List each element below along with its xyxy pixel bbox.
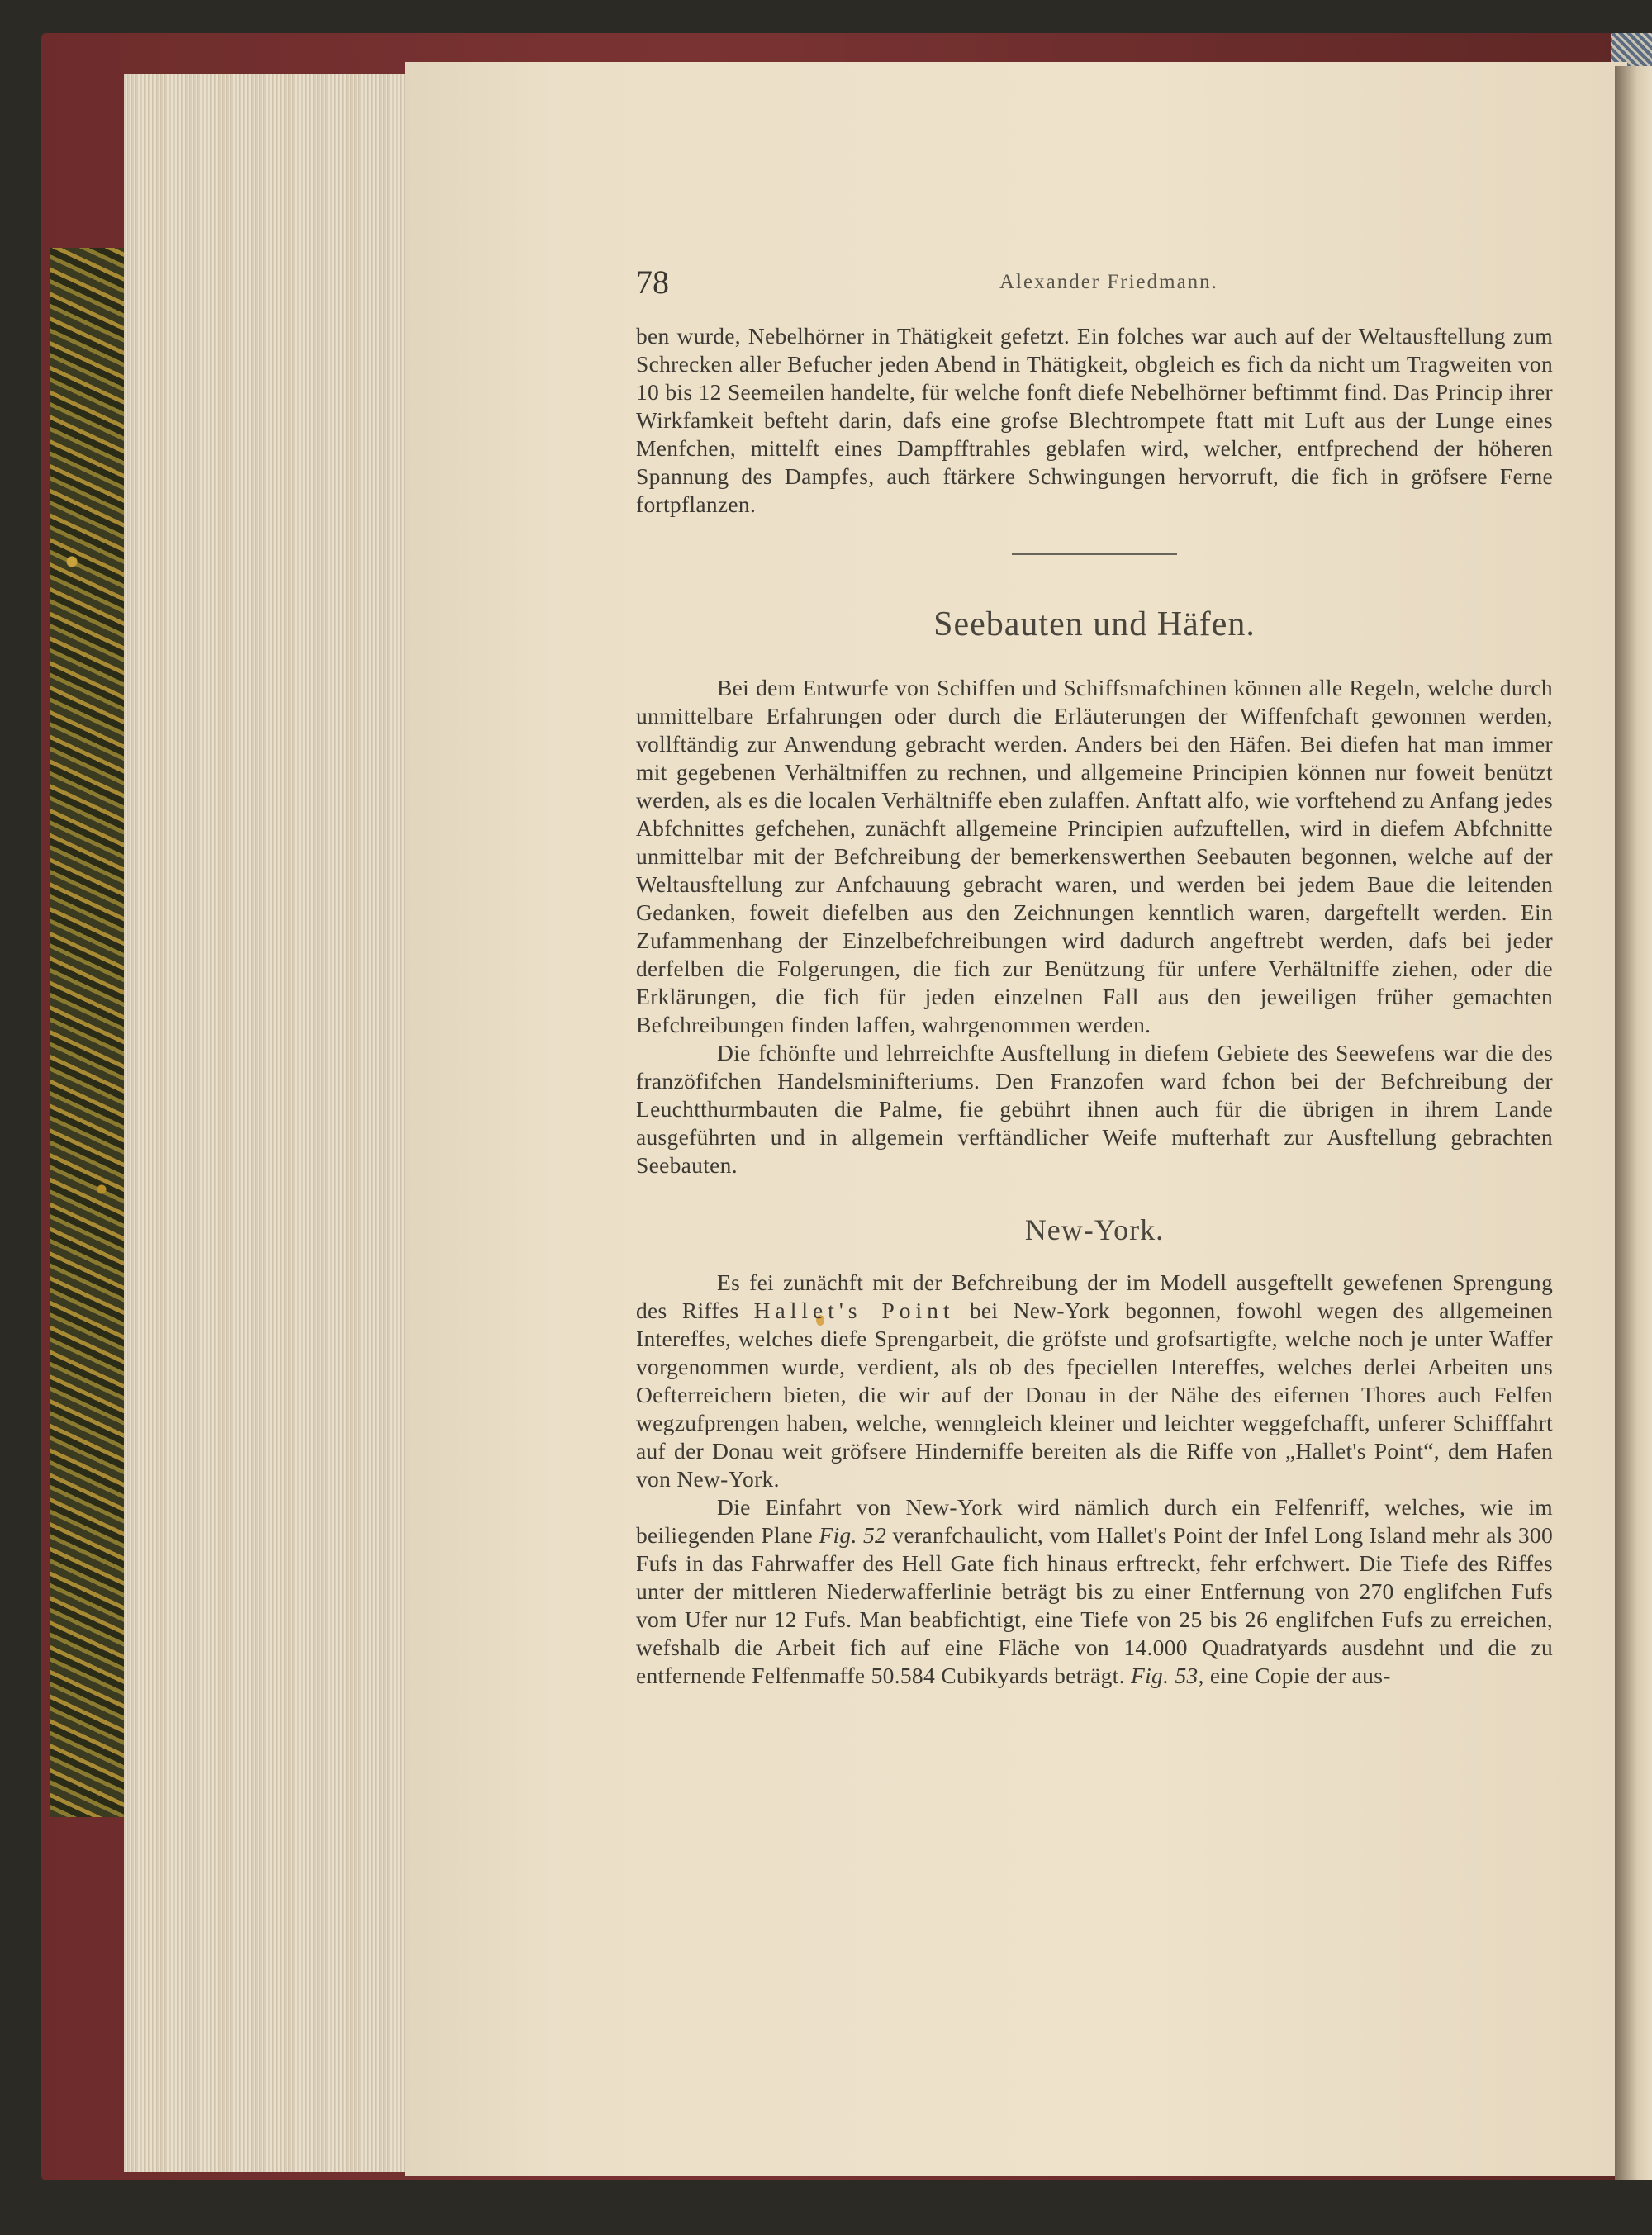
section-divider xyxy=(1012,553,1177,555)
text-run: bei New-York begonnen, fowohl wegen des allgemeinen Intereffes, welches diefe Sprengarbeit, die gröfste und grofsartigfte, welche noch je unter Waffer vorgenommen wurde, verdient, als ob des fpeciellen Intereffes, welches derlei Arbeiten uns Oefterreichern bieten, die wir auf der Donau in der Nähe des eifernen Thores auch Felfen wegzufprengen haben, welche, wenngleich kleiner und leichter weggefchafft, unferer Schifffahrt auf der Donau weit gröfsere Hinderniffe bereiten als die Riffe von „Hallet's Point“, dem Hafen von New-York. xyxy=(636,1298,1553,1492)
subsection-paragraph xyxy=(636,1493,1553,1690)
text-block xyxy=(636,256,1553,1690)
intro-paragraph: ben wurde, Nebelhörner in Thätigkeit gefetzt. Ein folches war auch auf der Weltausftellung zum Schrecken aller Befucher jeden Abend in Thätigkeit, obgleich es fich da nicht um Tragweiten von 10 bis 12 Seemeilen handelte, für welche fonft diefe Nebelhörner beftimmt find. Das Princip ihrer Wirkfamkeit befteht darin, dafs eine grofse Blechtrompete ftatt mit Luft aus der Lunge eines Menfchen, mittelft eines Dampfftrahles geblafen wird, welcher, entfprechend der höheren Spannung des Dampfes, auch ftärkere Schwingungen hervorruft, die fich in gröfsere Ferne fortpflanzen. xyxy=(636,323,1553,517)
marbled-endpaper xyxy=(50,248,124,1817)
section-paragraph: Bei dem Entwurfe von Schiffen und Schiffsmafchinen können alle Regeln, welche durch unmittelbare Erfahrungen oder durch die Erläuterungen der Wiffenfchaft gewonnen werden, vollftändig zur Anwendung gebracht werden. Anders bei den Häfen. Bei diefen hat man immer mit gegebenen Verhältniffen zu rechnen, und allgemeine Principien können nur foweit benützt werden, als es die localen Verhältniffe eben zulaffen. Anftatt alfo, wie vorftehend zu Anfang jedes Abfchnittes gefchehen, zunächft allgemeine Principien aufzuftellen, wird in diefem Abfchnitte unmittelbar mit der Befchreibung der bemerkenswerthen Seebauten begonnen, welche auf der Weltausftellung zur Anfchauung gebracht waren, und werden bei jedem Baue die leitenden Gedanken, foweit diefelben aus den Zeichnungen kenntlich waren, dargeftellt werden. Ein Zufammenhang der Einzelbefchreibungen wird dadurch angeftrebt werden, dafs bei jeder derfelben die Folgerungen, die fich zur Benützung für unfere Verhältniffe ziehen, oder die Erklärungen, die fich für jeden einzelnen Fall aus den jeweiligen früher gemachten Befchreibungen finden laffen, wahrgenommen werden. xyxy=(636,675,1553,1037)
text-run: eine Copie der aus- xyxy=(1209,1663,1391,1688)
figure-reference: Fig. 52 xyxy=(819,1522,887,1548)
spaced-name: Hallet's Point xyxy=(753,1298,955,1323)
page-number: 78 xyxy=(636,263,669,301)
page-header xyxy=(636,256,1553,322)
subsection-paragraph xyxy=(636,1269,1553,1493)
section-paragraph: Die fchönfte und lehrreichfte Ausftellung in diefem Gebiete des Seewefens war die des franzöfifchen Handelsminifteriums. Den Franzofen ward fchon bei der Befchreibung der Leuchtthurmbauten die Palme, fie gebührt ihnen auch für die übrigen in ihrem Lande ausgeführten und in allgemein verftändlicher Weife mufterhaft zur Ausftellung gebrachten Seebauten. xyxy=(636,1040,1553,1178)
text-run: veranfchaulicht, vom Hallet's Point der Infel Long Island mehr als 300 Fufs in das Fahrwaffer des Hell Gate fich hinaus erftreckt, fehr erfchwert. Die Tiefe des Riffes unter der mittleren Niederwafferlinie beträgt bis zu einer Entfernung von 270 englifchen Fufs vom Ufer nur 12 Fufs. Man beabfichtigt, eine Tiefe von 25 bis 26 englifchen Fufs zu erreichen, wefshalb die Arbeit fich auf eine Fläche von 14.000 Quadratyards ausdehnt und die zu entfernende Felfenmaffe 50.584 Cubikyards beträgt. xyxy=(636,1522,1553,1688)
figure-reference: Fig. 53, xyxy=(1131,1663,1204,1688)
subsection-title: New-York. xyxy=(1024,1213,1165,1246)
running-head: Alexander Friedmann. xyxy=(999,271,1218,293)
text-run: Es fei zunächft mit der Befchreibung der im Modell ausgeftellt gewefenen Sprengung des Riffes xyxy=(636,1269,1553,1323)
page-gutter xyxy=(1615,66,1652,2180)
section-title: Seebauten und Häfen. xyxy=(933,605,1256,643)
text-run: Die Einfahrt von New-York wird nämlich durch ein Felfenriff, welches, wie im beiliegenden Plane xyxy=(636,1494,1553,1548)
page-edges xyxy=(124,74,405,2172)
